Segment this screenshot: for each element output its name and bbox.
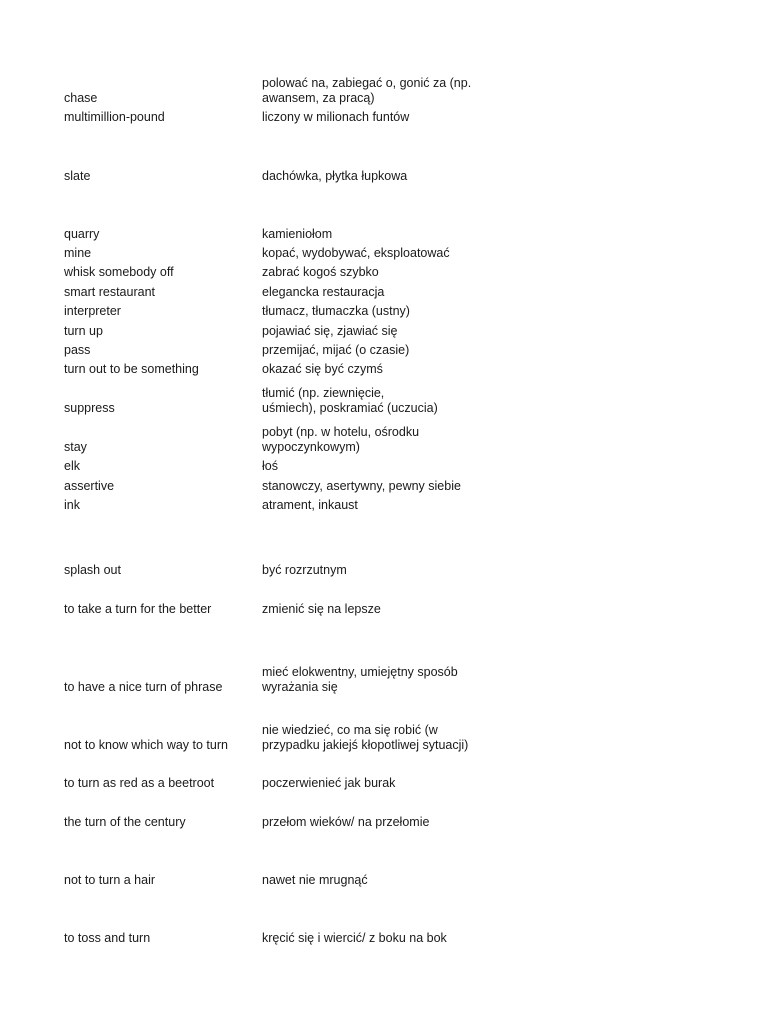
english-term: suppress	[64, 401, 115, 415]
english-term: turn out to be something	[64, 362, 199, 376]
english-term: smart restaurant	[64, 285, 156, 299]
polish-translation: kamieniołom	[262, 227, 333, 241]
polish-translation: polować na, zabiegać o, gonić za (np. awansem, za pracą)	[262, 76, 472, 105]
vocab-row	[0, 246, 768, 261]
polish-translation: nawet nie mrugnąć	[262, 873, 368, 887]
english-term: ink	[64, 498, 80, 512]
english-term: slate	[64, 169, 91, 183]
vocab-row	[0, 815, 768, 830]
polish-translation: kręcić się i wiercić/ z boku na bok	[262, 931, 447, 945]
vocab-row	[0, 285, 768, 300]
vocab-row	[0, 343, 768, 358]
vocab-row	[0, 76, 768, 106]
english-term: elk	[64, 459, 80, 473]
english-term: splash out	[64, 563, 121, 577]
vocab-row	[0, 479, 768, 494]
polish-translation: stanowczy, asertywny, pewny siebie	[262, 479, 461, 493]
polish-translation: przemijać, mijać (o czasie)	[262, 343, 410, 357]
english-term: assertive	[64, 479, 115, 493]
english-term: stay	[64, 440, 87, 454]
english-term: pass	[64, 343, 91, 357]
english-term: to take a turn for the better	[64, 602, 212, 616]
vocab-row	[0, 425, 768, 455]
english-term: quarry	[64, 227, 100, 241]
vocab-row	[0, 723, 768, 753]
polish-translation: łoś	[262, 459, 278, 473]
vocab-row	[0, 459, 768, 474]
vocab-row	[0, 386, 768, 416]
vocab-row	[0, 776, 768, 791]
english-term: not to turn a hair	[64, 873, 156, 887]
polish-translation: przełom wieków/ na przełomie	[262, 815, 430, 829]
polish-translation: tłumić (np. ziewnięcie, uśmiech), poskramiać (uczucia)	[262, 386, 438, 415]
polish-translation: nie wiedzieć, co ma się robić (w przypadku jakiejś kłopotliwej sytuacji)	[262, 723, 469, 752]
vocab-row	[0, 324, 768, 339]
english-term: the turn of the century	[64, 815, 186, 829]
english-term: not to know which way to turn	[64, 738, 228, 752]
polish-translation: elegancka restauracja	[262, 285, 385, 299]
polish-translation: okazać się być czymś	[262, 362, 383, 376]
polish-translation: pobyt (np. w hotelu, ośrodku wypoczynkowym)	[262, 425, 420, 454]
english-term: chase	[64, 91, 98, 105]
polish-translation: dachówka, płytka łupkowa	[262, 169, 408, 183]
vocab-row	[0, 665, 768, 695]
english-term: interpreter	[64, 304, 121, 318]
vocab-row	[0, 602, 768, 617]
polish-translation: mieć elokwentny, umiejętny sposób wyrażania się	[262, 665, 458, 694]
vocab-row	[0, 873, 768, 888]
english-term: multimillion-pound	[64, 110, 165, 124]
polish-translation: być rozrzutnym	[262, 563, 347, 577]
polish-translation: zabrać kogoś szybko	[262, 265, 379, 279]
polish-translation: kopać, wydobywać, eksploatować	[262, 246, 450, 260]
vocab-row	[0, 563, 768, 578]
english-term: turn up	[64, 324, 103, 338]
english-term: mine	[64, 246, 92, 260]
polish-translation: pojawiać się, zjawiać się	[262, 324, 398, 338]
vocab-row	[0, 304, 768, 319]
polish-translation: liczony w milionach funtów	[262, 110, 410, 124]
polish-translation: zmienić się na lepsze	[262, 602, 381, 616]
english-term: to toss and turn	[64, 931, 151, 945]
vocab-row	[0, 498, 768, 513]
vocab-row	[0, 227, 768, 242]
polish-translation: tłumacz, tłumaczka (ustny)	[262, 304, 410, 318]
english-term: whisk somebody off	[64, 265, 174, 279]
polish-translation: poczerwienieć jak burak	[262, 776, 396, 790]
vocab-row	[0, 169, 768, 184]
polish-translation: atrament, inkaust	[262, 498, 358, 512]
english-term: to turn as red as a beetroot	[64, 776, 215, 790]
vocab-row	[0, 110, 768, 125]
english-term: to have a nice turn of phrase	[64, 680, 223, 694]
vocab-row	[0, 931, 768, 946]
vocab-row	[0, 265, 768, 280]
vocab-row	[0, 362, 768, 377]
